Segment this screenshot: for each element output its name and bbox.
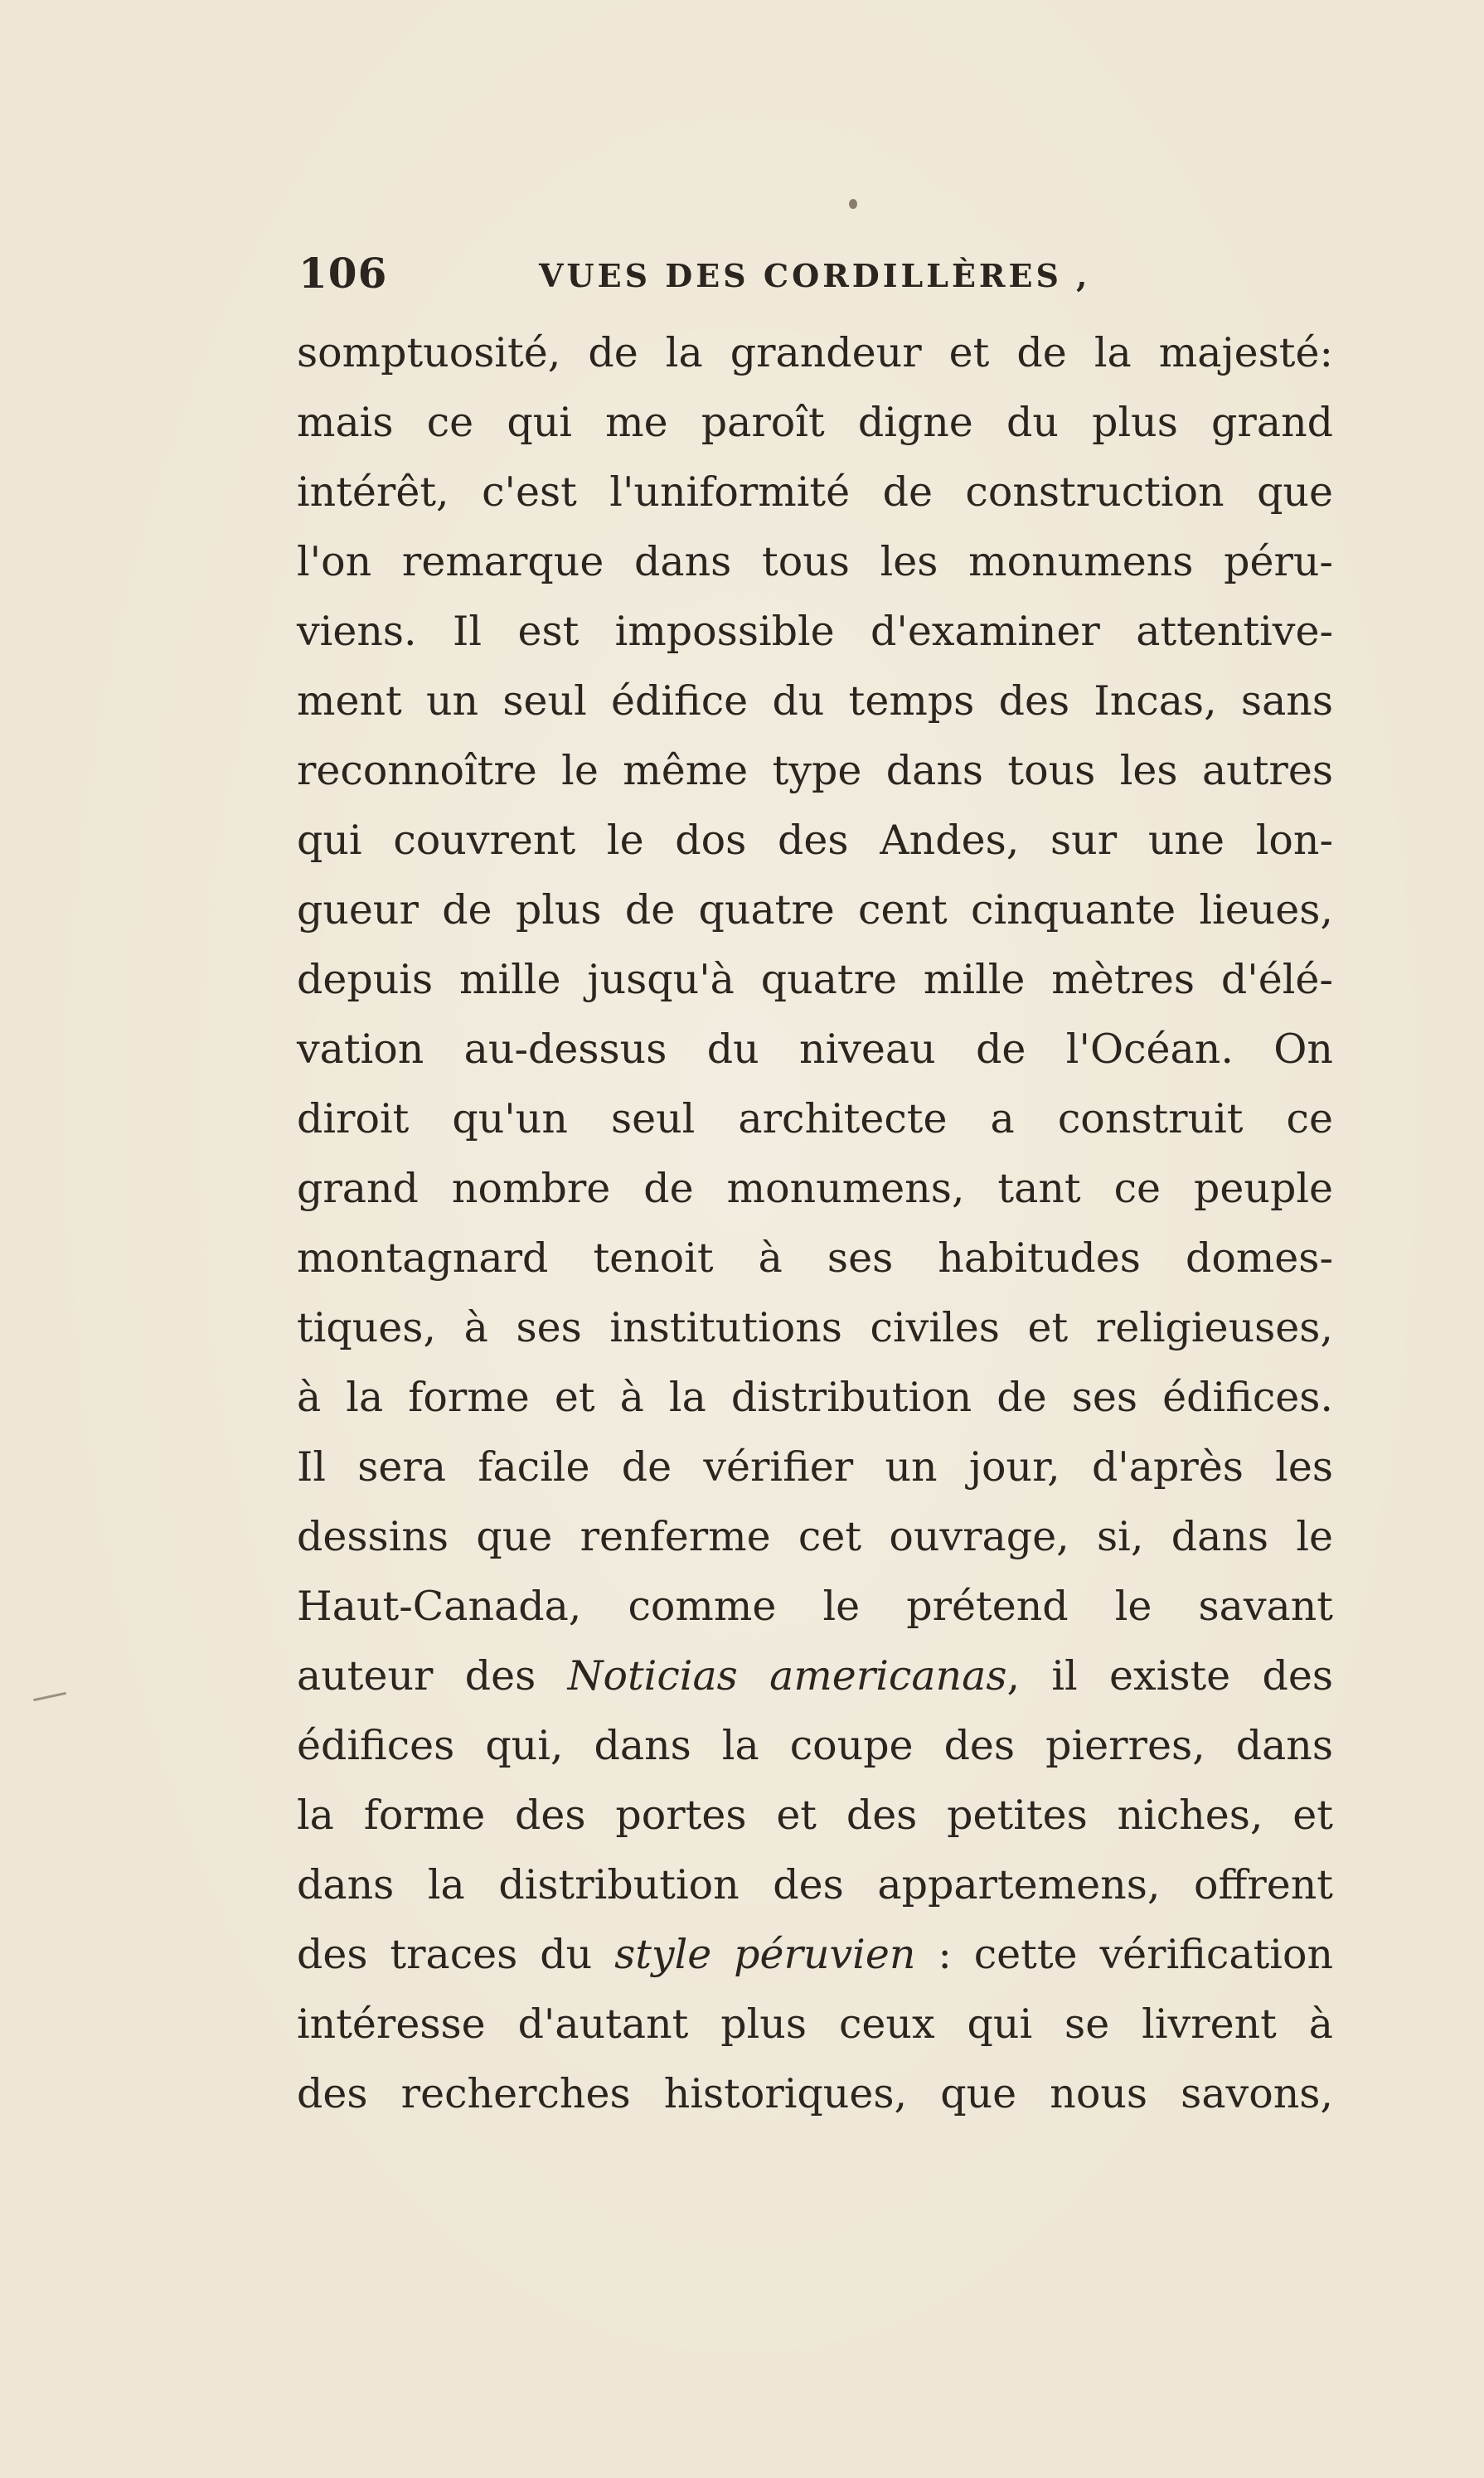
text-line: mais ce qui me paroît digne du plus grand: [297, 399, 1333, 446]
text-segment: : cette vérification: [915, 1931, 1333, 1978]
text-line: dans la distribution des appartemens, offrent: [297, 1861, 1333, 1908]
text-line: dessins que renferme cet ouvrage, si, dans le: [297, 1513, 1333, 1560]
text-line: intérêt, c'est l'uniformité de construction que: [297, 468, 1333, 516]
text-line: la forme des portes et des petites niches, et: [297, 1792, 1333, 1839]
text-line: somptuosité, de la grandeur et de la majesté:: [297, 329, 1333, 376]
text-segment: des traces du: [297, 1931, 615, 1978]
text-line: Il sera facile de vérifier un jour, d'après les: [297, 1443, 1333, 1491]
text-line: l'on remarque dans tous les monumens péru-: [297, 538, 1333, 585]
page-header: [298, 249, 1326, 315]
text-line: des recherches historiques, que nous savons,: [297, 2070, 1333, 2117]
running-title: VUES DES CORDILLÈRES ,: [539, 257, 1091, 294]
text-line: [297, 1920, 1333, 1990]
text-line: tiques, à ses institutions civiles et religieuses,: [297, 1304, 1333, 1351]
text-line: diroit qu'un seul architecte a construit ce: [297, 1095, 1333, 1142]
text-line: [297, 1641, 1333, 1711]
margin-mark: [33, 1692, 66, 1701]
text-line: gueur de plus de quatre cent cinquante lieues,: [297, 886, 1333, 933]
text-line: depuis mille jusqu'à quatre mille mètres d'élé-: [297, 956, 1333, 1003]
text-line: ment un seul édifice du temps des Incas, sans: [297, 677, 1333, 725]
text-segment: , il existe des: [1006, 1652, 1333, 1700]
text-line: Haut-Canada, comme le prétend le savant: [297, 1583, 1333, 1630]
text-line: grand nombre de monumens, tant ce peuple: [297, 1165, 1333, 1212]
printer-ornament-dot: [849, 199, 857, 209]
text-line: reconnoître le même type dans tous les autres: [297, 747, 1333, 794]
body-paragraph: [297, 318, 1333, 2129]
page-number: 106: [298, 249, 388, 298]
italic-style-peruvien: style péruvien: [614, 1931, 916, 1978]
text-line: viens. Il est impossible d'examiner attentive-: [297, 608, 1333, 655]
text-line: à la forme et à la distribution de ses édifices.: [297, 1374, 1333, 1421]
text-line: vation au-dessus du niveau de l'Océan. On: [297, 1026, 1333, 1073]
text-line: intéresse d'autant plus ceux qui se livrent à: [297, 2000, 1333, 2048]
text-line: montagnard tenoit à ses habitudes domes-: [297, 1234, 1333, 1282]
text-segment: auteur des: [297, 1652, 568, 1700]
text-line: qui couvrent le dos des Andes, sur une lon-: [297, 817, 1333, 864]
text-line: édifices qui, dans la coupe des pierres, dans: [297, 1722, 1333, 1769]
italic-title-noticias: Noticias americanas: [567, 1652, 1007, 1700]
